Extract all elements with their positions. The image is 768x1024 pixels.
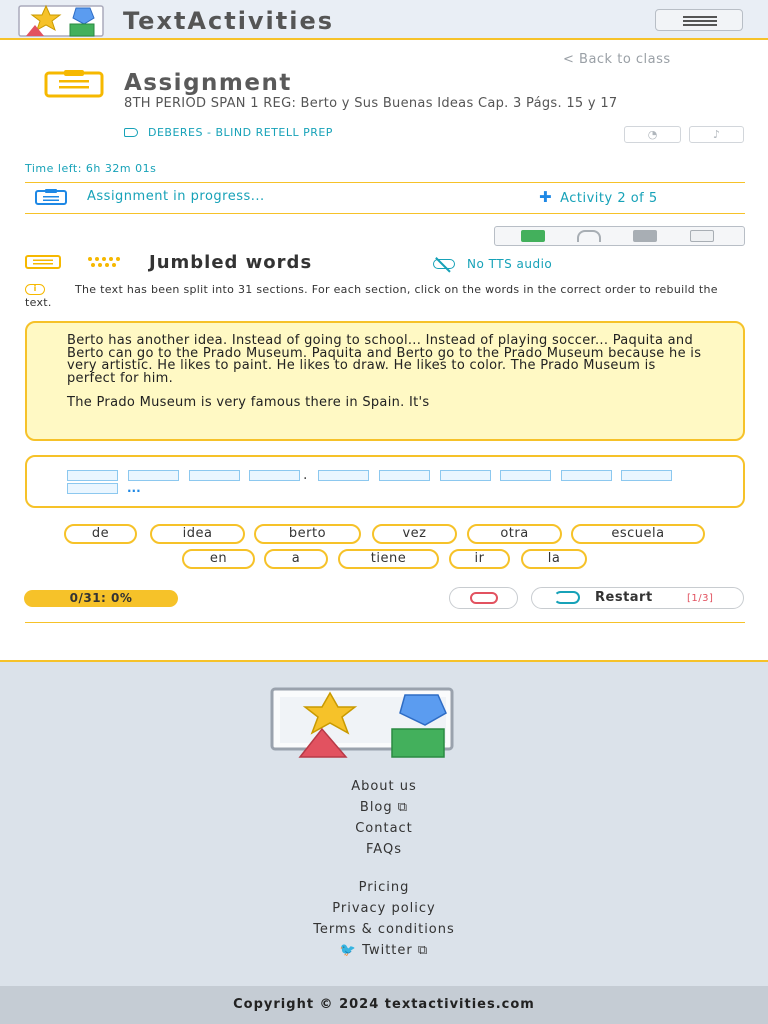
assignment-tag[interactable] bbox=[124, 126, 333, 139]
assignment-icon bbox=[34, 188, 68, 206]
answer-slot[interactable] bbox=[318, 470, 369, 481]
word-chip[interactable]: la bbox=[521, 549, 587, 569]
answer-slot[interactable] bbox=[440, 470, 491, 481]
tag-icon bbox=[124, 128, 138, 137]
footer-link-blog-label: Blog bbox=[359, 800, 393, 815]
stop-icon bbox=[470, 592, 498, 604]
footer-link-privacy[interactable]: Privacy policy bbox=[332, 901, 436, 916]
footer-link-twitter-label: Twitter bbox=[362, 943, 413, 958]
external-link-icon: ⧉ bbox=[397, 800, 409, 815]
assignment-tag-label: DEBERES - BLIND RETELL PREP bbox=[148, 126, 333, 139]
footer-link-twitter[interactable] bbox=[0, 943, 768, 958]
image-icon[interactable] bbox=[690, 230, 714, 242]
footer-link-contact[interactable]: Contact bbox=[355, 821, 413, 836]
answer-area bbox=[25, 455, 745, 508]
top-navbar bbox=[0, 0, 768, 40]
word-chip[interactable]: otra bbox=[467, 524, 562, 544]
answer-more-indicator: ... bbox=[127, 481, 141, 495]
answer-slot[interactable] bbox=[379, 470, 430, 481]
menu-icon bbox=[683, 16, 717, 18]
activity-mode-toolbar bbox=[494, 226, 745, 246]
answer-punctuation: . bbox=[303, 467, 308, 483]
story-paragraph: The Prado Museum is very famous there in Spain. It's bbox=[67, 395, 430, 411]
word-chip[interactable]: tiene bbox=[338, 549, 439, 569]
divider bbox=[25, 622, 745, 623]
answer-slot[interactable] bbox=[67, 470, 118, 481]
restart-label: Restart bbox=[595, 590, 653, 605]
story-text-panel[interactable] bbox=[25, 321, 745, 441]
clipboard-icon bbox=[44, 68, 104, 98]
word-chip[interactable]: en bbox=[182, 549, 255, 569]
answer-slot[interactable] bbox=[561, 470, 612, 481]
speed-button[interactable] bbox=[624, 126, 681, 143]
story-text bbox=[67, 335, 707, 422]
speedometer-icon: ◔ bbox=[647, 128, 658, 141]
music-button[interactable] bbox=[689, 126, 744, 143]
tts-status-label: No TTS audio bbox=[467, 257, 553, 271]
stop-button[interactable] bbox=[449, 587, 518, 609]
story-paragraph: Berto has another idea. Instead of going to school... Instead of playing soccer... Paquita and Berto can go to the Prado Museum. Paquita and Berto go to the Prado Museum because he is very artistic. He likes to paint. He likes to draw. He likes to color. The Prado Museum is perfect for him. bbox=[67, 333, 702, 386]
copyright: Copyright © 2024 textactivities.com bbox=[0, 986, 768, 1024]
logo-shapes-icon[interactable] bbox=[270, 687, 480, 759]
answer-slot[interactable] bbox=[500, 470, 551, 481]
answer-slot[interactable] bbox=[621, 470, 672, 481]
word-chip[interactable]: de bbox=[64, 524, 137, 544]
video-icon[interactable] bbox=[633, 230, 657, 242]
divider bbox=[25, 182, 745, 183]
word-chip[interactable]: a bbox=[264, 549, 328, 569]
no-audio-icon bbox=[433, 259, 455, 269]
headphones-icon[interactable] bbox=[577, 230, 601, 242]
assignment-progress-status: Assignment in progress... bbox=[87, 189, 265, 204]
word-chip[interactable]: ir bbox=[449, 549, 510, 569]
twitter-icon: 🐦 bbox=[339, 943, 363, 958]
puzzle-icon: ✚ bbox=[539, 188, 553, 206]
info-icon: i bbox=[25, 284, 45, 295]
answer-slot[interactable] bbox=[189, 470, 240, 481]
back-to-class-link[interactable]: < Back to class bbox=[563, 52, 671, 67]
text-mode-icon[interactable] bbox=[521, 230, 545, 242]
footer-link-blog[interactable] bbox=[0, 800, 768, 815]
tts-status bbox=[433, 257, 552, 271]
assignment-subtitle: 8TH PERIOD SPAN 1 REG: Berto y Sus Buenas Ideas Cap. 3 Págs. 15 y 17 bbox=[124, 96, 618, 111]
answer-slot[interactable] bbox=[67, 483, 118, 494]
logo-shapes-icon[interactable] bbox=[18, 4, 110, 38]
divider bbox=[25, 213, 745, 214]
score-badge: 0/31: 0% bbox=[24, 590, 178, 607]
footer-link-terms[interactable]: Terms & conditions bbox=[313, 922, 455, 937]
notes-icon bbox=[25, 255, 61, 269]
footer-link-faqs[interactable]: FAQs bbox=[366, 842, 402, 857]
activity-counter bbox=[539, 188, 658, 206]
answer-slot[interactable] bbox=[128, 470, 179, 481]
time-left: Time left: 6h 32m 01s bbox=[25, 162, 157, 175]
external-link-icon: ⧉ bbox=[417, 943, 429, 958]
word-chip[interactable]: vez bbox=[372, 524, 457, 544]
activity-counter-label: Activity 2 of 5 bbox=[560, 191, 658, 206]
word-chip[interactable]: berto bbox=[254, 524, 361, 544]
activity-title: Jumbled words bbox=[149, 252, 313, 273]
dots-icon bbox=[86, 255, 122, 269]
menu-toggle-button[interactable] bbox=[655, 9, 743, 31]
instructions: The text has been split into 31 sections. For each section, click on the words in the correct order to rebuild the text. bbox=[25, 283, 718, 309]
footer-link-about[interactable]: About us bbox=[351, 779, 417, 794]
word-chip[interactable]: idea bbox=[150, 524, 245, 544]
brand-name[interactable]: TextActivities bbox=[123, 7, 335, 35]
restart-count: [1/3] bbox=[687, 593, 714, 604]
footer-link-pricing[interactable]: Pricing bbox=[358, 880, 410, 895]
word-chip[interactable]: escuela bbox=[571, 524, 705, 544]
page-title: Assignment bbox=[124, 70, 292, 96]
answer-slot[interactable] bbox=[249, 470, 300, 481]
restart-button[interactable] bbox=[531, 587, 744, 609]
footer bbox=[0, 660, 768, 986]
music-note-icon: ♪ bbox=[712, 128, 721, 141]
restart-icon bbox=[554, 591, 580, 604]
